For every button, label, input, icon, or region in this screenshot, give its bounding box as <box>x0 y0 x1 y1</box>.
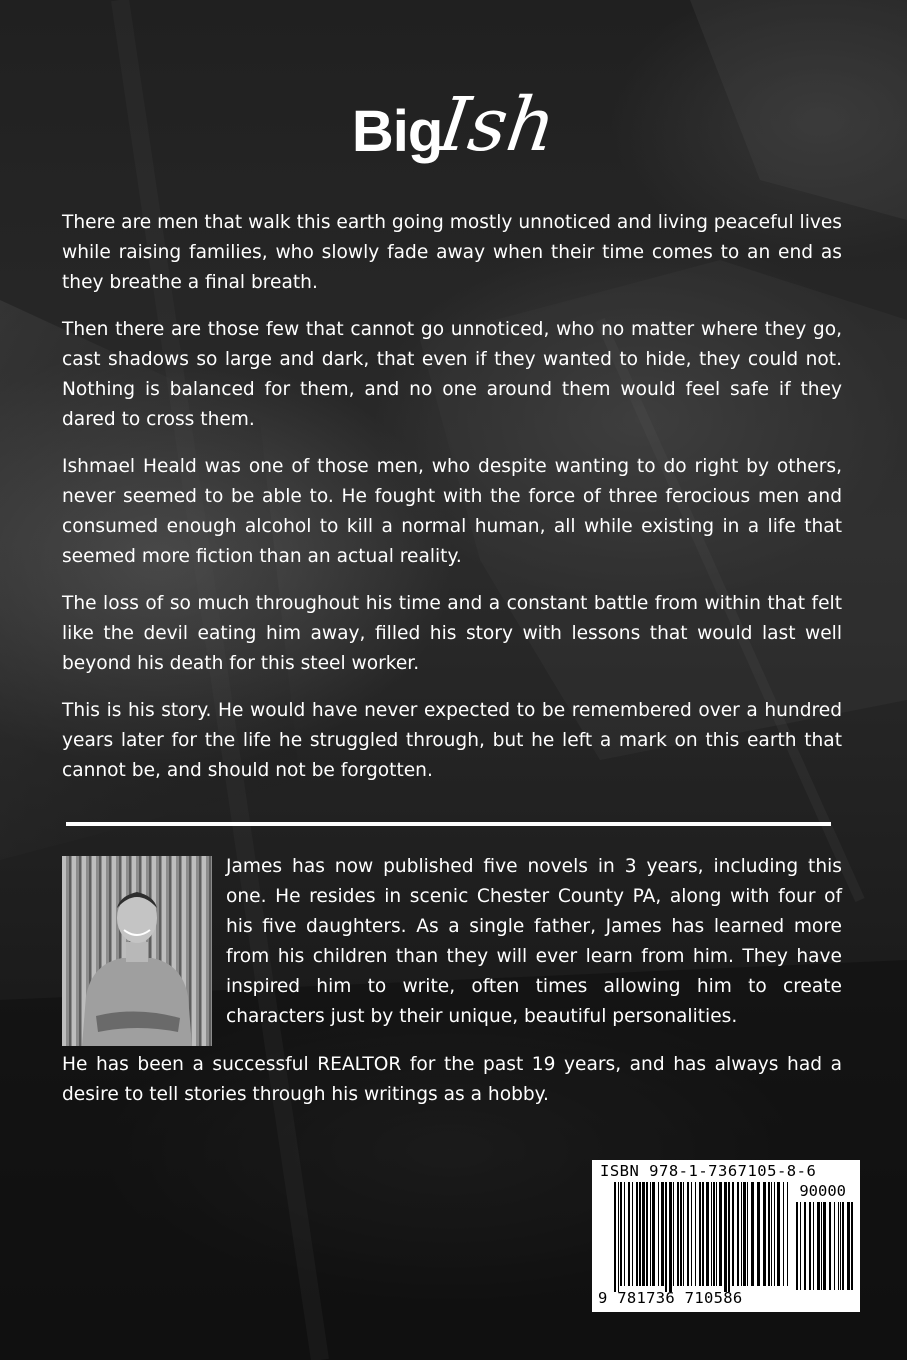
barcode-bar <box>829 1202 831 1290</box>
barcode-bar <box>683 1182 684 1286</box>
barcode-bar <box>680 1182 682 1286</box>
barcode-bar <box>724 1182 727 1292</box>
barcode-bar <box>817 1202 820 1290</box>
barcode-bar <box>677 1182 679 1286</box>
barcode-bar <box>777 1182 780 1286</box>
barcode-bar <box>842 1202 844 1290</box>
barcode-bar <box>639 1182 641 1286</box>
barcode-bar <box>687 1182 689 1286</box>
barcode-bar <box>809 1202 811 1290</box>
barcode-bar <box>747 1182 748 1286</box>
barcode-bar <box>800 1202 801 1290</box>
barcode-bar <box>652 1182 655 1286</box>
barcode-bar <box>658 1182 659 1286</box>
book-blurb <box>62 208 842 803</box>
barcode-bar <box>620 1182 622 1286</box>
barcode-bar <box>691 1182 692 1286</box>
barcode-bar <box>771 1182 772 1286</box>
author-bio: James has now published five novels in 3 years, including this one. He resides in scenic Chester County PA, along with four of his five daughters. As a single father, James has learned more from his children than they will ever learn from him. They have inspired him to write, often times allowing him to create characters just by their unique, beautiful personalities. <box>226 856 842 1027</box>
barcode-bar <box>618 1182 619 1292</box>
title-ish: Ish <box>434 82 562 168</box>
barcode-bar <box>763 1182 766 1286</box>
barcode-bar <box>716 1182 717 1286</box>
barcode-bar <box>713 1182 715 1286</box>
barcode-bar <box>719 1182 722 1286</box>
ean-digits: 9 781736 710586 <box>598 1289 743 1307</box>
barcode-bar <box>823 1202 826 1290</box>
barcode-bar <box>628 1182 630 1286</box>
barcode-bar <box>804 1202 806 1290</box>
title-big: Big <box>351 99 443 164</box>
barcode-bar <box>768 1182 770 1286</box>
divider-rule <box>66 822 831 826</box>
barcode-bar <box>711 1182 712 1286</box>
barcode-bar <box>673 1182 674 1286</box>
barcode-bar <box>787 1182 788 1286</box>
blurb-paragraph: The loss of so much throughout his time and a constant battle from within that felt like the devil eating him away, filled his story with lessons that would last well beyond his death for this steel worker. <box>62 593 842 674</box>
barcode-bar <box>669 1182 672 1292</box>
isbn-barcode <box>592 1160 860 1312</box>
barcode-bar <box>695 1182 696 1286</box>
barcode-bar <box>783 1182 784 1286</box>
barcode-bar <box>702 1182 704 1286</box>
barcode-bar <box>851 1202 853 1290</box>
barcode-bar <box>646 1182 648 1286</box>
isbn-label: ISBN 978-1-7367105-8-6 <box>600 1162 817 1180</box>
barcode-bar <box>821 1202 822 1290</box>
barcode-bar <box>737 1182 739 1286</box>
barcode-bar <box>774 1182 775 1286</box>
barcode-bar <box>728 1182 730 1292</box>
blurb-paragraph: There are men that walk this earth going mostly unnoticed and living peaceful lives while raising families, who slowly fade away when their time comes to an end as they breathe a final breath. <box>62 212 842 293</box>
barcode-bar <box>632 1182 633 1286</box>
blurb-paragraph: Then there are those few that cannot go unnoticed, who no matter where they go, cast shadows so large and dark, that even if they wanted to hide, they could not. Nothing is balanced for them, and no one around them would feel safe if they dared to cross them. <box>62 319 842 430</box>
barcode-bar <box>636 1182 638 1286</box>
barcode-bar <box>614 1182 616 1292</box>
barcode-bar <box>642 1182 645 1286</box>
barcode-bar <box>699 1182 701 1286</box>
barcode-bar <box>813 1202 814 1290</box>
barcode-bar <box>743 1182 746 1286</box>
author-photo <box>62 856 212 1046</box>
blurb-paragraph: This is his story. He would have never expected to be remembered over a hundred years later for the life he struggled through, but he left a mark on this earth that cannot be, and should not be forgotten. <box>62 700 842 781</box>
barcode-bar <box>732 1182 734 1286</box>
barcode-bar <box>665 1182 667 1292</box>
blurb-paragraph: Ishmael Heald was one of those men, who despite wanting to do right by others, never seemed to be able to. He fought with the force of three ferocious men and consumed enough alcohol to kill a normal human, all while existing in a life that seemed more fiction than an actual reality. <box>62 456 842 567</box>
barcode-bar <box>661 1182 664 1286</box>
barcode-bar <box>840 1202 841 1290</box>
barcode-bar <box>796 1202 798 1290</box>
barcode-bar <box>834 1202 835 1290</box>
barcode-bar <box>757 1182 760 1286</box>
book-title <box>0 78 907 188</box>
barcode-bar <box>838 1202 839 1290</box>
author-bio-continued: He has been a successful REALTOR for the past 19 years, and has always had a desire to tell stories through his writings as a hobby. <box>62 1054 842 1105</box>
barcode-bar <box>751 1182 754 1286</box>
price-addon-number: 90000 <box>799 1182 846 1200</box>
barcode-bar <box>706 1182 709 1286</box>
barcode-bar <box>624 1182 625 1286</box>
barcode-bar <box>741 1182 742 1286</box>
barcode-bar <box>650 1182 651 1286</box>
barcode-bar <box>847 1202 850 1290</box>
